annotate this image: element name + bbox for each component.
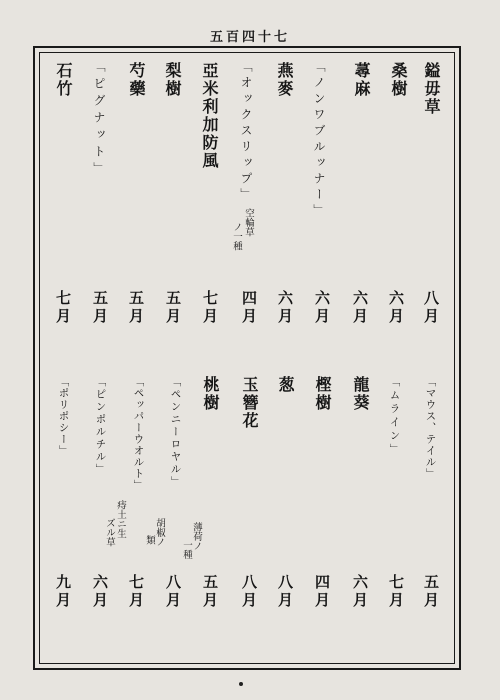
upper-name-8: 梨樹	[163, 62, 182, 98]
lower-month-3: 六月	[351, 574, 369, 610]
lower-month-10: 六月	[91, 574, 109, 610]
lower-name-6: 玉簪花	[240, 376, 259, 430]
lower-month-5: 八月	[276, 574, 294, 610]
lower-name-3: 龍葵	[351, 376, 370, 412]
upper-note-6b: 空輪草	[242, 208, 254, 237]
lower-name-8: 「ペンニーロヤル」	[169, 376, 182, 489]
lower-name-4: 樫樹	[313, 376, 332, 412]
lower-month-2: 七月	[387, 574, 405, 610]
lower-month-9: 七月	[127, 574, 145, 610]
lower-month-7: 五月	[201, 574, 219, 610]
upper-month-2: 六月	[387, 290, 405, 326]
upper-month-8: 五月	[164, 290, 182, 326]
lower-note-9b: 類	[143, 535, 155, 545]
upper-month-9: 五月	[127, 290, 145, 326]
upper-name-2: 桑樹	[389, 62, 408, 98]
lower-note-9a: 胡椒ノ	[153, 518, 165, 547]
upper-month-11: 七月	[54, 290, 72, 326]
upper-month-1: 八月	[422, 290, 440, 326]
lower-month-6: 八月	[240, 574, 258, 610]
lower-month-11: 九月	[54, 574, 72, 610]
lower-month-4: 四月	[313, 574, 331, 610]
upper-name-9: 芍藥	[127, 62, 146, 98]
lower-note-8b: 一種	[180, 540, 192, 559]
upper-month-4: 六月	[313, 290, 331, 326]
lower-note-8a: 薄荷ノ	[190, 522, 202, 551]
lower-name-2: 「ムライン」	[388, 376, 401, 457]
upper-name-7: 亞米利加防風	[200, 62, 219, 170]
upper-month-6: 四月	[240, 290, 258, 326]
lower-name-5: 葱	[276, 376, 295, 394]
upper-month-5: 六月	[276, 290, 294, 326]
upper-name-11: 石竹	[54, 62, 73, 98]
page-dot	[239, 682, 243, 686]
upper-name-4: 「ノンワブルッナー」	[312, 60, 326, 220]
upper-name-10: 「ピグナット」	[92, 60, 106, 179]
upper-note-6a: ノ一種	[230, 222, 242, 251]
lower-name-11: 「ポリポシー」	[57, 376, 70, 457]
lower-note-10a: 痔土ニ生	[114, 500, 126, 538]
lower-name-9: 「ペッパーウオルト」	[132, 376, 145, 491]
lower-note-10b: ズル草	[103, 518, 115, 547]
upper-month-3: 六月	[351, 290, 369, 326]
lower-name-10: 「ピンポルチル」	[94, 376, 107, 476]
lower-month-8: 八月	[164, 574, 182, 610]
upper-name-3: 蕁麻	[352, 62, 371, 98]
upper-name-1: 鎰毋草	[422, 62, 441, 116]
upper-month-10: 五月	[91, 290, 109, 326]
upper-name-5: 燕麥	[275, 62, 294, 98]
upper-name-6: 「オックスリップ」	[239, 60, 253, 204]
page-number: 五百四十七	[209, 30, 290, 45]
lower-name-7: 桃樹	[201, 376, 220, 412]
lower-month-1: 五月	[422, 574, 440, 610]
lower-name-1: 「マウス、テイル」	[424, 376, 437, 480]
upper-month-7: 七月	[201, 290, 219, 326]
